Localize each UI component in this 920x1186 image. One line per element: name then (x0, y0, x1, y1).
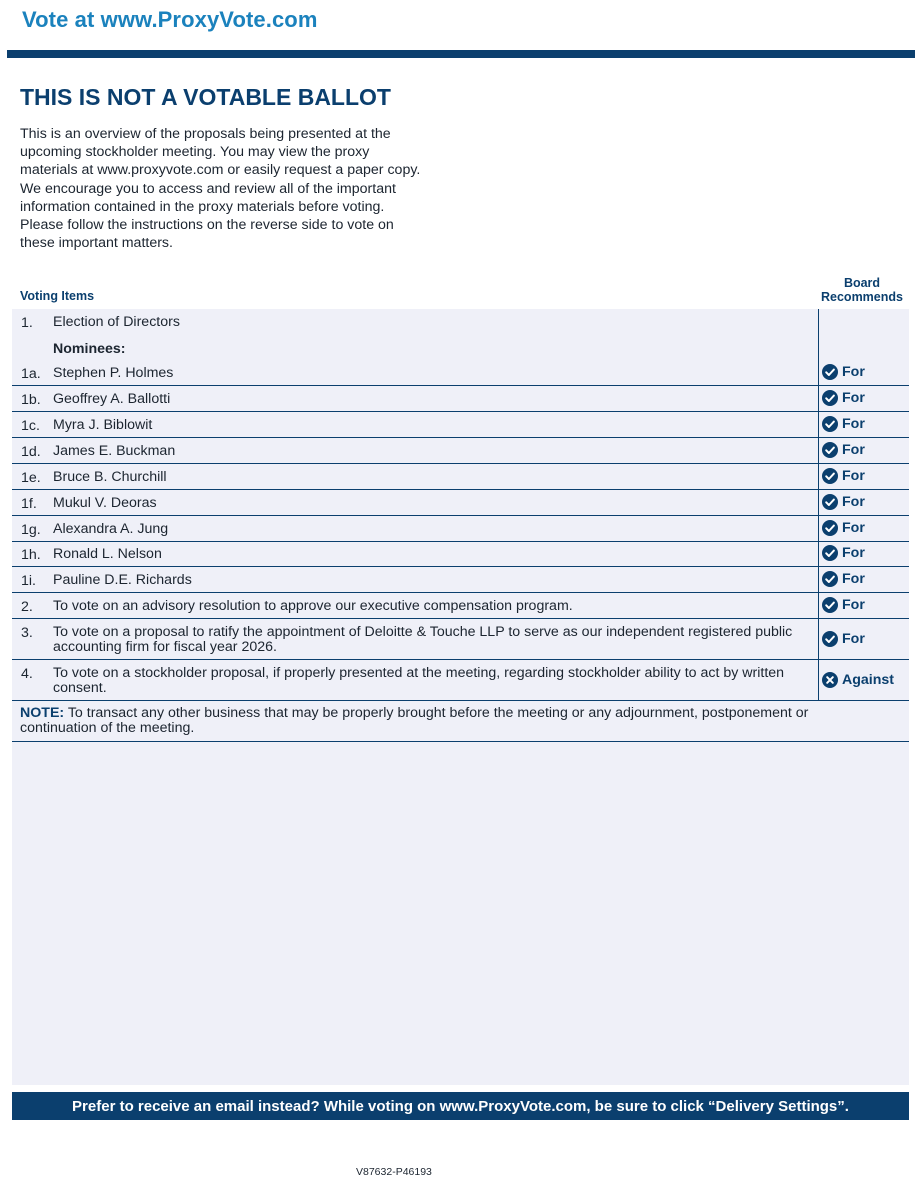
board-header-line: Board (843, 276, 881, 290)
item-text: Geoffrey A. Ballotti (53, 391, 171, 407)
item-number: 1d. (21, 444, 41, 460)
table-row (12, 360, 909, 386)
item-number: 2. (21, 599, 33, 615)
item-number: 1g. (21, 522, 41, 538)
check-icon (822, 631, 838, 647)
recommendation-label: For (842, 468, 865, 484)
item-text: Bruce B. Churchill (53, 469, 167, 485)
table-row (12, 593, 909, 619)
table-row (12, 567, 909, 593)
table-row (12, 660, 909, 701)
table-row (12, 386, 909, 412)
item-number: 1h. (21, 547, 41, 563)
check-icon (822, 364, 838, 380)
table-row (12, 619, 909, 660)
check-icon (822, 545, 838, 561)
page-title: THIS IS NOT A VOTABLE BALLOT (20, 84, 391, 110)
item-number: 1e. (21, 470, 41, 486)
board-recommends-header (812, 276, 912, 304)
item-number: 1b. (21, 392, 41, 408)
recommendation-label: For (842, 597, 865, 613)
table-row (12, 464, 909, 490)
item-number: 1c. (21, 418, 40, 434)
recommendation-label: Against (842, 672, 895, 688)
recommendation (822, 390, 865, 406)
recommendation (822, 494, 865, 510)
note-divider (12, 741, 909, 742)
document-control-code: V87632-P46193 (356, 1166, 432, 1178)
recommendation (822, 468, 865, 484)
check-icon (822, 494, 838, 510)
item-text: Election of Directors (53, 314, 180, 330)
board-header-line: Recommends (821, 290, 903, 304)
check-icon (822, 597, 838, 613)
item-text: Pauline D.E. Richards (53, 572, 192, 588)
check-icon (822, 571, 838, 587)
intro-line: information contained in the proxy materials before voting. (20, 198, 385, 215)
recommendation (822, 364, 865, 380)
recommendation (822, 631, 865, 647)
item-text: Ronald L. Nelson (53, 546, 162, 562)
recommendation-label: For (842, 494, 865, 510)
intro-line: materials at www.proxyvote.com or easily request a paper copy. (20, 162, 421, 179)
recommendation-label: For (842, 545, 865, 561)
recommendation (822, 597, 865, 613)
x-icon (822, 672, 838, 688)
table-row (12, 490, 909, 516)
table-row (12, 412, 909, 438)
item-text: James E. Buckman (53, 443, 176, 459)
item-number: 1f. (21, 496, 37, 512)
check-icon (822, 520, 838, 536)
recommendation-label: For (842, 442, 865, 458)
recommendation (822, 520, 865, 536)
intro-line: these important matters. (20, 235, 173, 252)
table-row (12, 542, 909, 567)
recommendation-label: For (842, 390, 865, 406)
recommendation (822, 416, 865, 432)
intro-line: Please follow the instructions on the reverse side to vote on (20, 217, 394, 234)
note-text: To transact any other business that may be properly brought before the meeting or any adjournment, postponement or continuation of the meeting. (20, 705, 809, 736)
table-row-nominees (12, 336, 909, 360)
voting-items-header: Voting Items (20, 289, 95, 303)
item-text: To vote on an advisory resolution to approve our executive compensation program. (53, 598, 573, 614)
header-url-title: Vote at www.ProxyVote.com (22, 7, 318, 32)
note-label: NOTE: (20, 705, 65, 721)
header-divider (7, 50, 915, 58)
table-row (12, 516, 909, 542)
item-number: 1. (21, 315, 33, 331)
check-icon (822, 390, 838, 406)
check-icon (822, 442, 838, 458)
check-icon (822, 416, 838, 432)
recommendation-label: For (842, 631, 865, 647)
item-text: Alexandra A. Jung (53, 521, 169, 537)
recommendation (822, 571, 865, 587)
recommendation-label: For (842, 364, 865, 380)
item-text: Myra J. Biblowit (53, 417, 153, 433)
recommendation-label: For (842, 520, 865, 536)
table-row-item1 (12, 309, 909, 336)
recommendation (822, 442, 865, 458)
recommendation-label: For (842, 416, 865, 432)
table-row (12, 438, 909, 464)
item-number: 1i. (21, 573, 36, 589)
check-icon (822, 468, 838, 484)
item-number: 1a. (21, 366, 41, 382)
nominees-label: Nominees: (53, 341, 126, 357)
delivery-settings-banner: Prefer to receive an email instead? While voting on www.ProxyVote.com, be sure to click “Delivery Settings”. (12, 1092, 909, 1120)
item-number: 3. (21, 625, 33, 641)
intro-paragraph (20, 125, 450, 252)
recommendation (822, 545, 865, 561)
intro-line: This is an overview of the proposals being presented at the (20, 126, 391, 142)
item-text: Stephen P. Holmes (53, 365, 174, 381)
intro-line: upcoming stockholder meeting. You may view the proxy (20, 144, 370, 161)
item-number: 4. (21, 666, 33, 682)
intro-line: We encourage you to access and review all of the important (20, 180, 396, 197)
recommendation-label: For (842, 571, 865, 587)
item-text: Mukul V. Deoras (53, 495, 157, 511)
item-text: To vote on a proposal to ratify the appointment of Deloitte & Touche LLP to serve as our independent registered public accounting firm for fiscal year 2026. (53, 624, 793, 655)
note-paragraph (20, 706, 820, 736)
recommendation (822, 672, 894, 688)
item-text: To vote on a stockholder proposal, if properly presented at the meeting, regarding stockholder ability to act by written consent. (53, 665, 785, 696)
